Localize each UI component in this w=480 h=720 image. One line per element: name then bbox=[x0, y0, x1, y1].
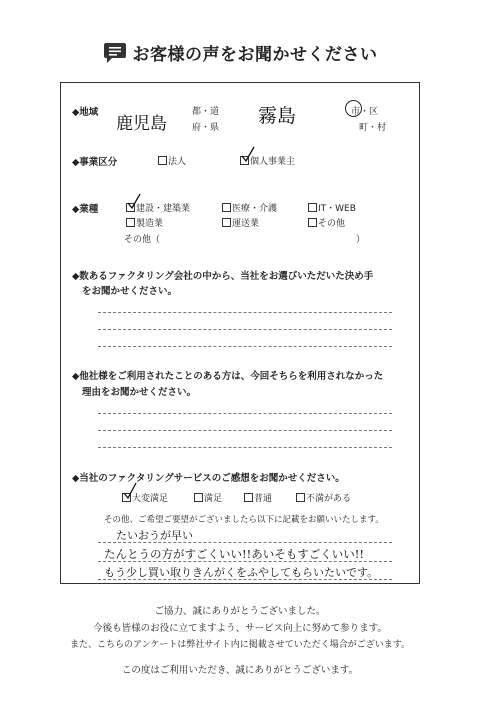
industry-option-manufacturing[interactable]: 製造業 bbox=[126, 216, 163, 229]
business-option-corporation[interactable]: 法人 bbox=[158, 154, 186, 167]
checkbox[interactable] bbox=[126, 218, 135, 227]
checkbox[interactable] bbox=[308, 203, 317, 212]
satisfaction-satisfied[interactable]: 満足 bbox=[194, 491, 222, 504]
answer-line bbox=[98, 430, 392, 431]
q3-line-1: ◆当社のファクタリングサービスのご感想をお聞かせください。 bbox=[72, 473, 345, 484]
satisfaction-neutral[interactable]: 普通 bbox=[244, 491, 272, 504]
title-text: お客様の声をお聞かせください bbox=[132, 45, 378, 65]
footer-line-2: 今後も皆様のお役に立てますよう、サービス向上に努めて参ります。 bbox=[93, 623, 387, 634]
checkmark-icon bbox=[122, 482, 138, 501]
q2-line-1: ◆他社様をご利用されたことのある方は、今回そちらを利用されなかった bbox=[72, 371, 384, 382]
prefecture-suffix-2: 府・県 bbox=[192, 123, 220, 133]
answer-line bbox=[98, 346, 392, 347]
business-option-sole-proprietor[interactable]: 個人事業主 bbox=[240, 154, 295, 167]
footer-line-3: また、こちらのアンケートは弊社サイト内に掲載させていただく場合がございます。 bbox=[69, 640, 411, 650]
business-type-label: ◆事業区分 bbox=[72, 157, 118, 168]
prefecture-suffix-1: 都・道 bbox=[192, 107, 220, 117]
q3-note: その他、ご希望ご要望がございましたら以下に記載をお願いいたします。 bbox=[104, 515, 384, 525]
city-value: 霧島 bbox=[258, 105, 297, 127]
satisfaction-dissatisfied[interactable]: 不満がある bbox=[296, 491, 351, 504]
answer-line bbox=[98, 447, 392, 448]
answer-line bbox=[98, 579, 392, 580]
industry-other-close: ） bbox=[356, 235, 366, 245]
industry-option-construction[interactable]: 建設・建築業 bbox=[126, 201, 190, 214]
handwritten-answer-line-1: たいおうが早い bbox=[116, 529, 193, 542]
prefecture-value: 鹿児島 bbox=[116, 114, 167, 134]
footer-line-4: この度はご利用いただき、誠にありがとうございます。 bbox=[121, 665, 359, 676]
checkmark-icon bbox=[240, 146, 256, 164]
city-suffix-2: 町・村 bbox=[359, 123, 387, 133]
checkbox[interactable] bbox=[194, 493, 203, 502]
answer-line bbox=[98, 329, 392, 330]
handwritten-answer-line-2: たんとうの方がすごくいい!!あいそもすごくいい!! bbox=[104, 547, 364, 561]
q2-line-2: 理由をお聞かせください。 bbox=[82, 387, 197, 398]
answer-line bbox=[98, 542, 392, 543]
industry-option-other[interactable]: その他 bbox=[308, 216, 345, 229]
checkmark-icon bbox=[126, 193, 142, 211]
speech-bubble-icon bbox=[103, 42, 127, 69]
footer-line-1: ご協力、誠にありがとうございました。 bbox=[154, 606, 326, 617]
satisfaction-very-satisfied[interactable]: 大変満足 bbox=[122, 491, 168, 504]
checkbox[interactable] bbox=[244, 493, 253, 502]
handwritten-answer-line-3: もう少し買い取りきんがくをふやしてもらいたいです。 bbox=[104, 566, 379, 579]
city-suffix-1: 市・区 bbox=[351, 107, 379, 117]
page-title bbox=[0, 40, 480, 69]
checkbox[interactable] bbox=[222, 218, 231, 227]
checkbox[interactable] bbox=[222, 203, 231, 212]
answer-line bbox=[98, 312, 392, 313]
q1-line-1: ◆数あるファクタリング会社の中から、当社をお選びいただいた決め手 bbox=[72, 271, 374, 282]
q1-line-2: をお聞かせください。 bbox=[82, 286, 178, 297]
answer-line bbox=[98, 561, 392, 562]
region-label: ◆地域 bbox=[72, 107, 99, 118]
checkbox[interactable] bbox=[158, 156, 167, 165]
industry-option-it-web[interactable]: IT・WEB bbox=[308, 201, 356, 214]
industry-option-medical[interactable]: 医療・介護 bbox=[222, 201, 277, 214]
checkbox[interactable] bbox=[308, 218, 317, 227]
industry-label: ◆業種 bbox=[72, 204, 99, 215]
checkbox[interactable] bbox=[296, 493, 305, 502]
industry-other-label: その他（ bbox=[124, 235, 161, 245]
answer-line bbox=[98, 413, 392, 414]
industry-option-transport[interactable]: 運送業 bbox=[222, 216, 259, 229]
